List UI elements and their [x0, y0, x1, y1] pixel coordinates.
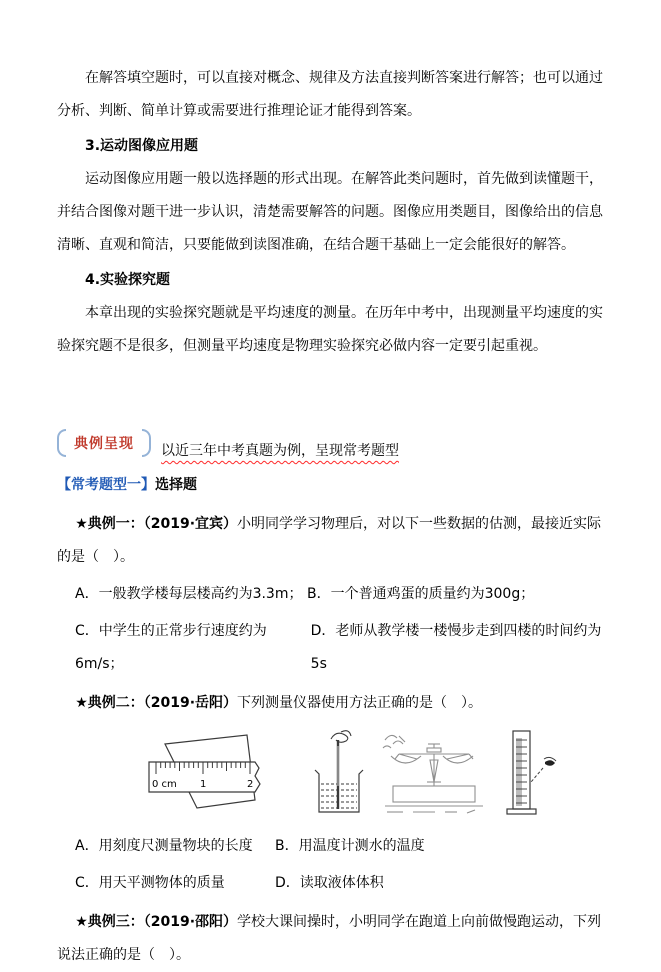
example-1-option-a: A．一般教学楼每层楼高约为3.3m； [75, 586, 303, 602]
badge-caption: 以近三年中考真题为例，呈现常考题型 [161, 443, 399, 459]
ruler-figure [149, 735, 260, 808]
example-2-figure [143, 726, 604, 826]
eye-icon [531, 757, 556, 782]
example-2-option-b: B．用温度计测水的温度 [275, 838, 425, 854]
example-1-option-d: D．老师从教学楼一楼慢步走到四楼的时间约为5s [310, 623, 602, 672]
thermometer-beaker-figure [315, 731, 363, 812]
question-type-bracket-label: 【常考题型一】 [57, 477, 155, 493]
example-1-source: （2019·宜宾） [143, 516, 238, 532]
example-2-stem [57, 687, 604, 720]
example-2-option-c: C．用天平测物体的质量 [75, 875, 225, 891]
measuring-instruments-figure [143, 726, 573, 822]
example-2-marker: ★典例二： [75, 695, 144, 711]
heading-experiment-questions: 4.实验探究题 [85, 272, 171, 288]
example-2-source: （2019·岳阳） [143, 695, 238, 711]
paragraph-motion-graph-tip: 运动图像应用题一般以选择题的形式出现。在解答此类问题时，首先做到读懂题干，并结合图像对题干进一步认识，清楚需要解答的问题。图像应用类题目，图像给出的信息清晰、直观和简洁，只要能做到读图准确，在结合题干基础上一定会能很好的解答。 [57, 171, 603, 253]
example-1-option-c: C．中学生的正常步行速度约为6m/s； [75, 623, 267, 672]
balance-scale-figure [383, 735, 483, 813]
svg-text:0 cm: 0 cm [152, 779, 177, 790]
example-2-options-ab [57, 830, 604, 863]
example-1-stem [57, 508, 604, 574]
badge-left-bracket-icon [57, 429, 66, 457]
question-type-text: 选择题 [155, 477, 197, 493]
example-3-stem [57, 906, 604, 972]
example-presentation-row [57, 419, 604, 459]
example-2-question: 下列测量仪器使用方法正确的是（ ）。 [237, 695, 483, 711]
question-type-heading [57, 469, 604, 502]
svg-text:1: 1 [200, 779, 207, 790]
example-3-marker: ★典例三： [75, 914, 144, 930]
graduated-cylinder-figure [507, 731, 556, 814]
heading-motion-graph-questions: 3.运动图像应用题 [85, 138, 199, 154]
svg-text:2: 2 [247, 779, 254, 790]
example-2-option-d: D．读取液体体积 [275, 875, 384, 891]
example-1-options-ab [57, 578, 604, 611]
example-2-options-cd [57, 867, 604, 900]
example-1-question: 小明同学学习物理后，对以下一些数据的估测，最接近实际的是（ ）。 [57, 516, 602, 565]
example-presentation-badge [57, 427, 151, 459]
example-1-option-b: B．一个普通鸡蛋的质量约为300g； [307, 586, 535, 602]
example-1-marker: ★典例一： [75, 516, 144, 532]
example-1-options-cd [57, 615, 604, 681]
paragraph-experiment-tip: 本章出现的实验探究题就是平均速度的测量。在历年中考中，出现测量平均速度的实验探究题不是很多，但测量平均速度是物理实验探究必做内容一定要引起重视。 [57, 305, 603, 354]
paragraph-fill-blank-tip: 在解答填空题时，可以直接对概念、规律及方法直接判断答案进行解答；也可以通过分析、判断、简单计算或需要进行推理论证才能得到答案。 [57, 70, 603, 119]
badge-label: 典例呈现 [74, 436, 134, 452]
badge-right-bracket-icon [142, 429, 151, 457]
example-3-question: 学校大课间操时，小明同学在跑道上向前做慢跑运动，下列说法正确的是（ ）。 [57, 914, 602, 963]
example-3-source: （2019·邵阳） [143, 914, 238, 930]
example-2-option-a: A．用刻度尺测量物块的长度 [75, 838, 253, 854]
